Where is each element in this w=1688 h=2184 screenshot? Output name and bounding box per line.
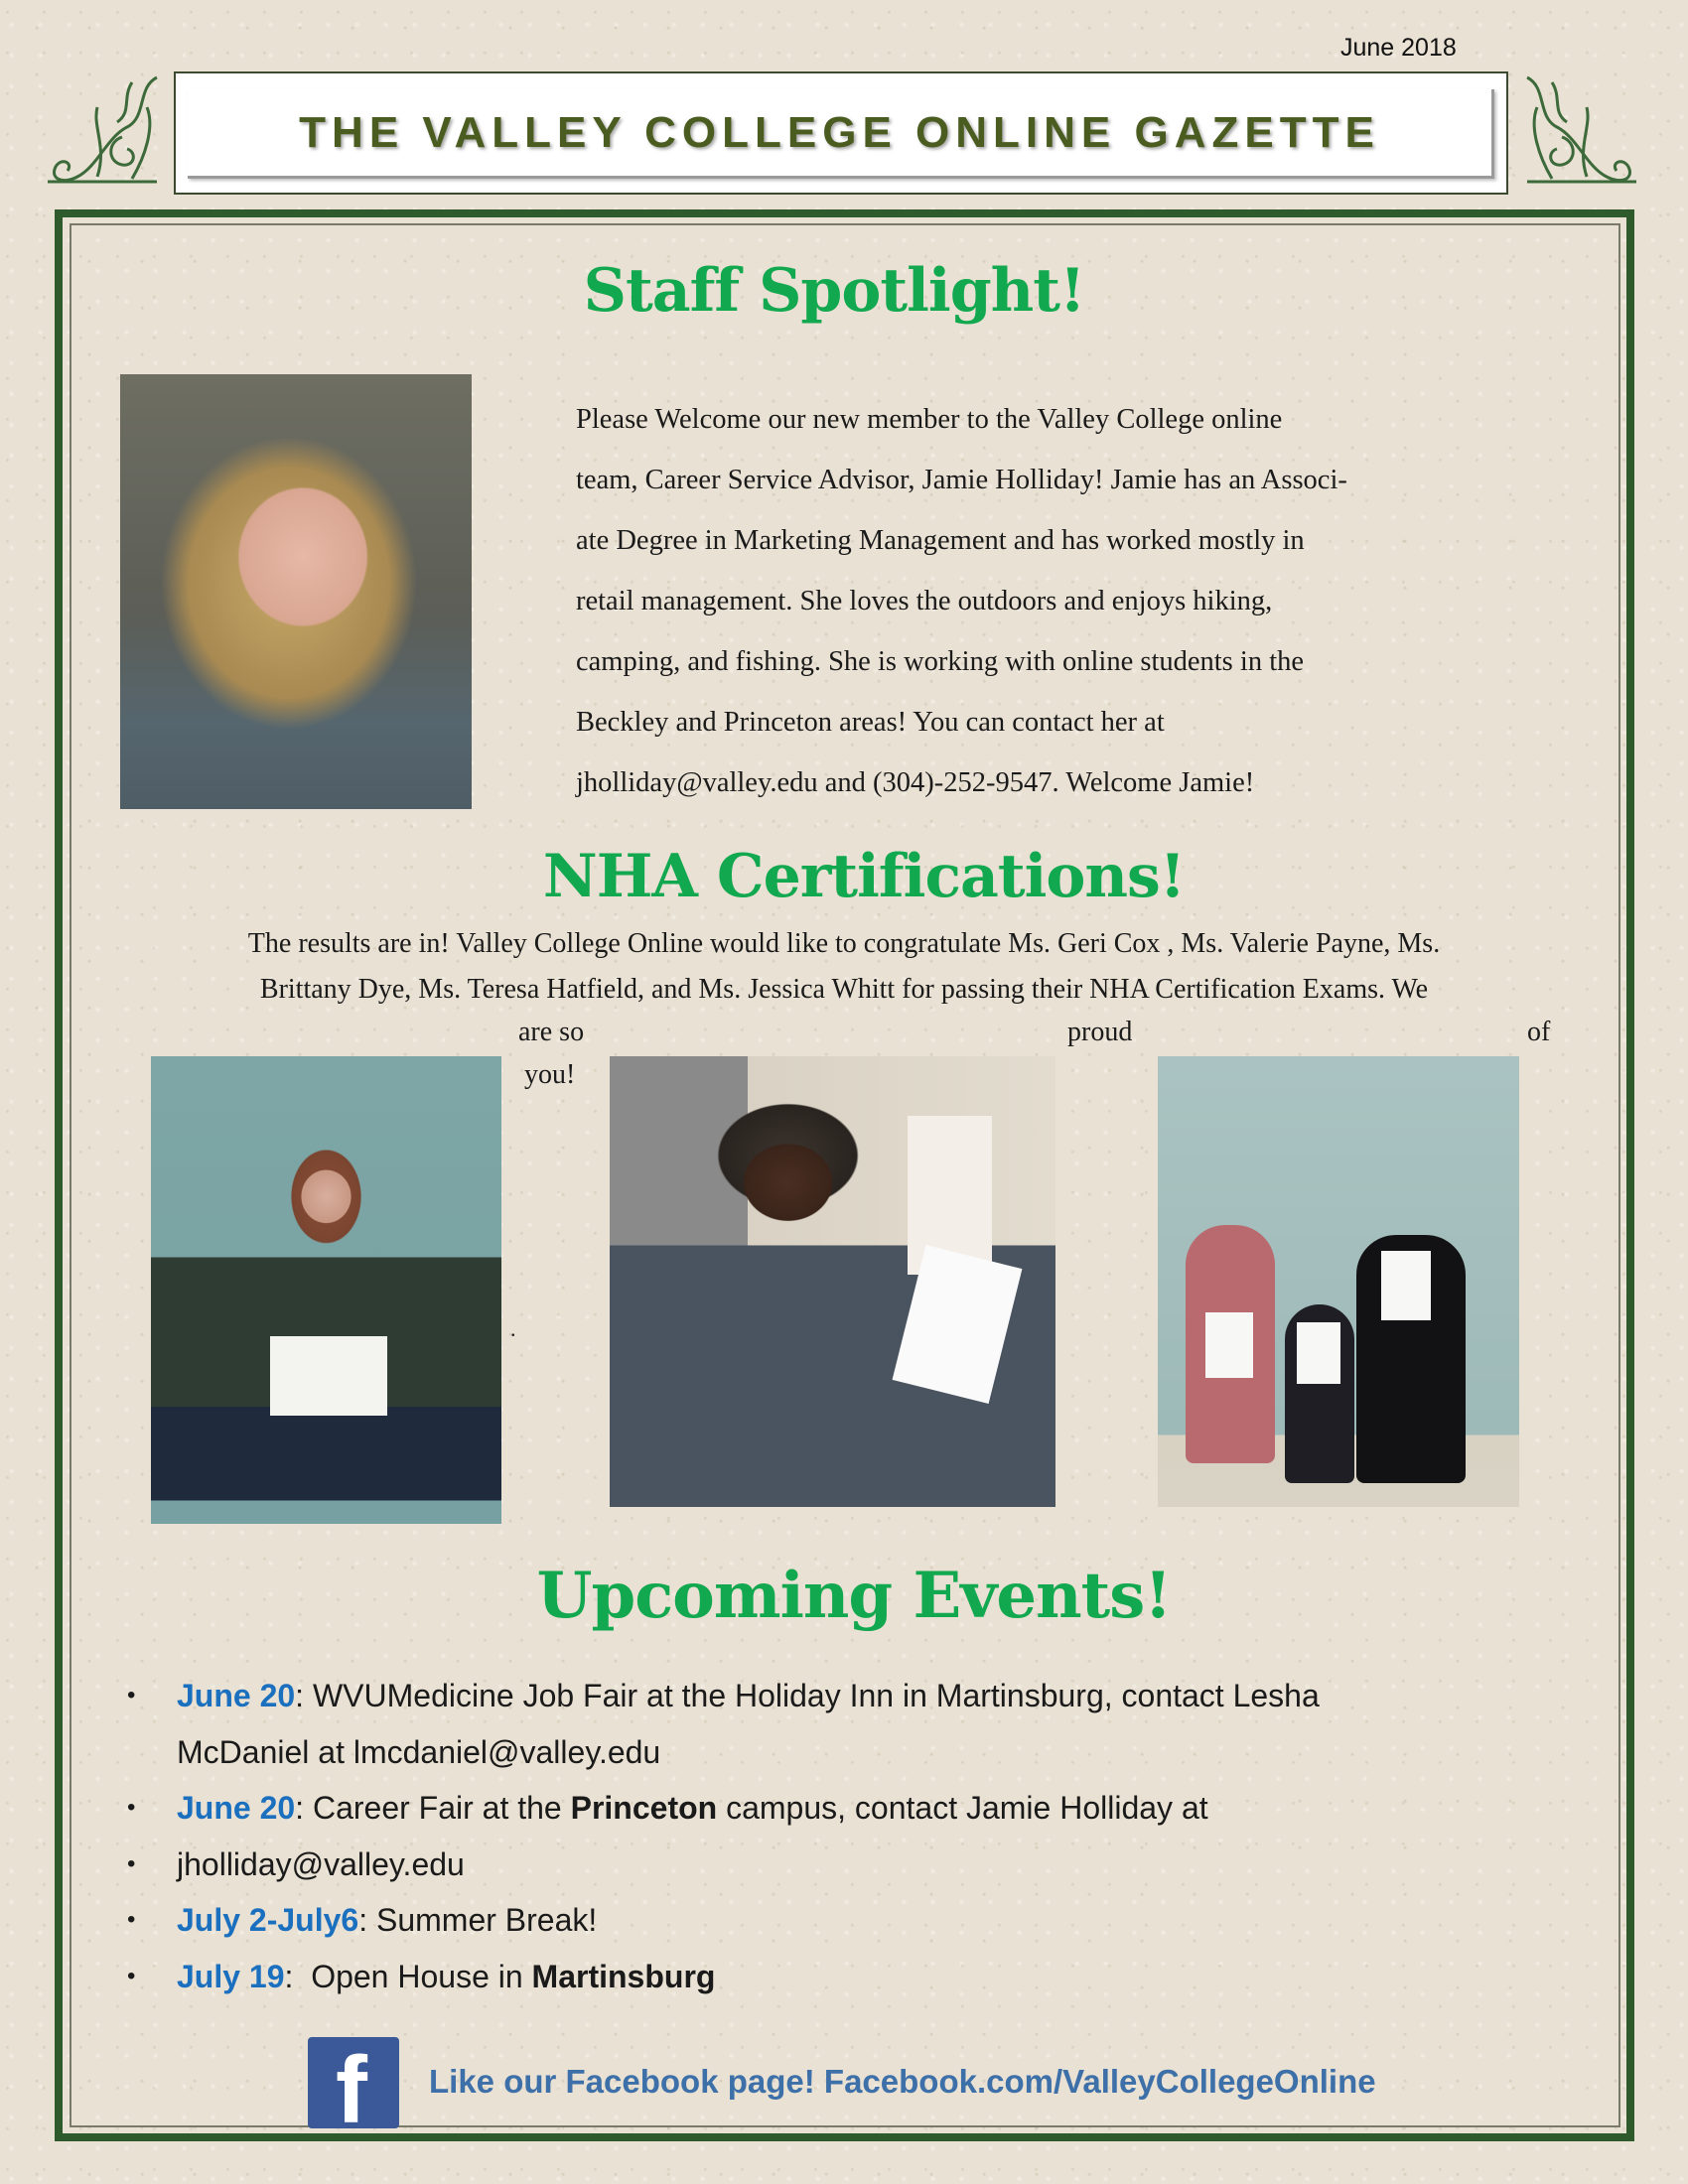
event-item [119,1780,1529,1837]
event-text: jholliday@valley.edu [177,1845,465,1882]
nha-word: proud [1067,1017,1133,1047]
event-text: campus, contact Jamie Holliday at [717,1790,1208,1826]
masthead-title: THE VALLEY COLLEGE ONLINE GAZETTE [299,107,1380,157]
flourish-ornament-right-icon [1517,68,1646,192]
event-text: : Career Fair at the [295,1790,571,1826]
event-text: : Open House in [284,1958,532,1994]
graduate-photo-1 [151,1056,501,1524]
event-text: McDaniel at lmcdaniel@valley.edu [177,1733,661,1770]
event-item [119,1949,1529,2005]
graduate-photo-3 [1158,1056,1519,1507]
flourish-ornament-left-icon [38,68,167,192]
event-location: Martinsburg [531,1958,716,1994]
facebook-f-glyph: f [336,2037,367,2143]
bullet-icon: • [127,1682,136,1708]
event-location: Princeton [570,1790,718,1826]
nha-paragraph-line: The results are in! Valley College Online would like to congratulate Ms. Geri Cox , Ms. Valerie Payne, Ms. [247,928,1441,959]
staff-bio [576,389,1569,813]
event-text: : Summer Break! [358,1902,598,1938]
nha-paragraph [99,921,1589,1013]
staff-spotlight-heading: Staff Spotlight! [583,256,1085,326]
bullet-icon: • [127,1962,136,1989]
bio-line: Beckley and Princeton areas! You can contact her at [576,707,1165,738]
nha-certifications-heading: NHA Certifications! [542,842,1186,911]
event-date: July 19 [177,1958,285,1994]
event-item-continuation [119,1724,1529,1781]
events-list [119,1668,1529,2004]
masthead [174,71,1508,195]
nha-word: are so [518,1017,585,1047]
event-item [119,1837,1529,1893]
bio-line: jholliday@valley.edu and (304)-252-9547. Welcome Jamie! [576,767,1255,798]
nha-paragraph-line: Brittany Dye, Ms. Teresa Hatfield, and Ms. Jessica Whitt for passing their NHA Certification Exams. We [259,974,1429,1005]
bio-line: team, Career Service Advisor, Jamie Holliday! Jamie has an Associ- [576,465,1347,495]
event-item [119,1668,1529,1724]
bio-line: Please Welcome our new member to the Valley College online [576,404,1283,435]
bullet-icon: • [127,1794,136,1821]
bio-line: ate Degree in Marketing Management and has worked mostly in [576,525,1305,556]
bullet-icon: • [127,1906,136,1933]
facebook-icon[interactable] [308,2037,399,2143]
event-date: June 20 [177,1678,296,1713]
certificate-graphic [270,1336,387,1416]
certificate-graphic [1205,1312,1253,1378]
nha-word: of [1527,1017,1551,1047]
event-text: : WVUMedicine Job Fair at the Holiday Inn in Martinsburg, contact Lesha [295,1678,1320,1713]
issue-date: June 2018 [1340,34,1457,62]
stray-period: . [510,1316,516,1341]
event-date: July 2-July6 [177,1902,359,1938]
nha-word: you! [524,1059,576,1090]
bullet-icon: • [127,1849,136,1877]
bio-line: camping, and fishing. She is working with online students in the [576,646,1305,677]
certificate-graphic [1381,1251,1431,1320]
certificate-graphic [1297,1322,1340,1384]
upcoming-events-heading: Upcoming Events! [536,1559,1172,1633]
bio-line: retail management. She loves the outdoors and enjoys hiking, [576,586,1273,616]
staff-portrait-photo [120,374,472,809]
event-date: June 20 [177,1790,296,1826]
event-item [119,1892,1529,1949]
graduate-photo-2 [610,1056,1055,1507]
facebook-link[interactable]: Like our Facebook page! Facebook.com/ValleyCollegeOnline [429,2063,1376,2100]
